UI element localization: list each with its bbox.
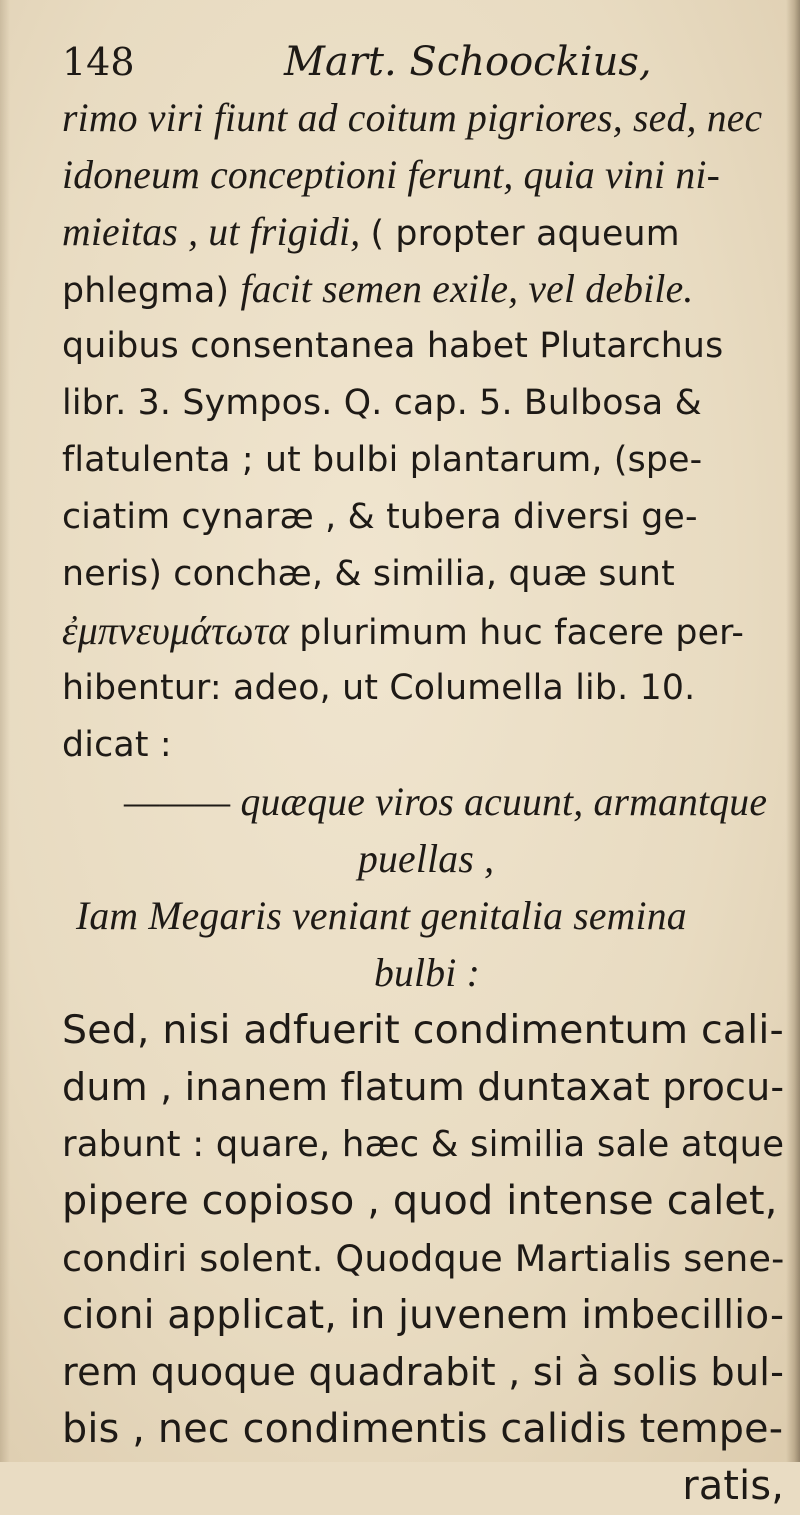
text-line: hibentur: adeo, ut Columella lib. 10. (62, 668, 696, 708)
text-span: ( propter aqueum (370, 214, 680, 254)
text-line: dum , inanem flatum duntaxat procu- (62, 1065, 785, 1109)
text-line: dicat : (62, 725, 172, 765)
verse-line: ——— quæque viros acuunt, armantque (124, 780, 768, 824)
verse-line: bulbi : (374, 951, 481, 995)
text-line (62, 261, 790, 318)
text-span: mieitas , ut frigidi, (62, 210, 371, 254)
text-span: plurimum huc facere per- (299, 613, 745, 653)
page-header (62, 34, 790, 90)
text-line: ciatim cynaræ , & tubera diversi ge- (62, 497, 698, 537)
page-gutter-shadow (0, 0, 10, 1462)
running-head: Mart. Schoockius, (284, 39, 652, 85)
catchword: ratis, (682, 1463, 784, 1509)
text-span: phlegma) (62, 271, 241, 311)
text-line: neris) conchæ, & similia, quæ sunt (62, 554, 675, 594)
text-line (62, 603, 790, 660)
text-line: cioni applicat, in juvenem imbecillio- (62, 1293, 785, 1338)
text-line: quibus consentanea habet Plutarchus (62, 326, 724, 366)
text-line (62, 204, 790, 261)
text-line: libr. 3. Sympos. Q. cap. 5. Bulbosa & (62, 383, 702, 423)
page-text (62, 34, 790, 1515)
text-line: flatulenta ; ut bulbi plantarum, (spe- (62, 440, 703, 480)
text-line: rem quoque quadrabit , si à solis bul- (62, 1350, 785, 1395)
text-line: rabunt : quare, hæc & similia sale atque (62, 1124, 785, 1165)
text-line: Sed, nisi adfuerit condimentum cali- (62, 1007, 784, 1053)
text-line: bis , nec condimentis calidis tempe- (62, 1406, 784, 1452)
text-line: condiri solent. Quodque Martialis sene- (62, 1237, 785, 1280)
text-span: facit semen exile, vel debile. (240, 267, 694, 311)
verse-line: puellas , (358, 837, 495, 881)
page-number: 148 (62, 40, 135, 84)
text-line: rimo viri fiunt ad coitum pigriores, sed, nec (62, 96, 763, 140)
text-line: pipere copioso , quod intense calet, (62, 1178, 778, 1224)
greek-word: ἐμπνευμάτωτα (62, 609, 300, 653)
verse-line: Iam Megaris veniant genitalia semina (76, 894, 687, 938)
text-line: idoneum conceptioni ferunt, quia vini ni- (62, 153, 720, 197)
